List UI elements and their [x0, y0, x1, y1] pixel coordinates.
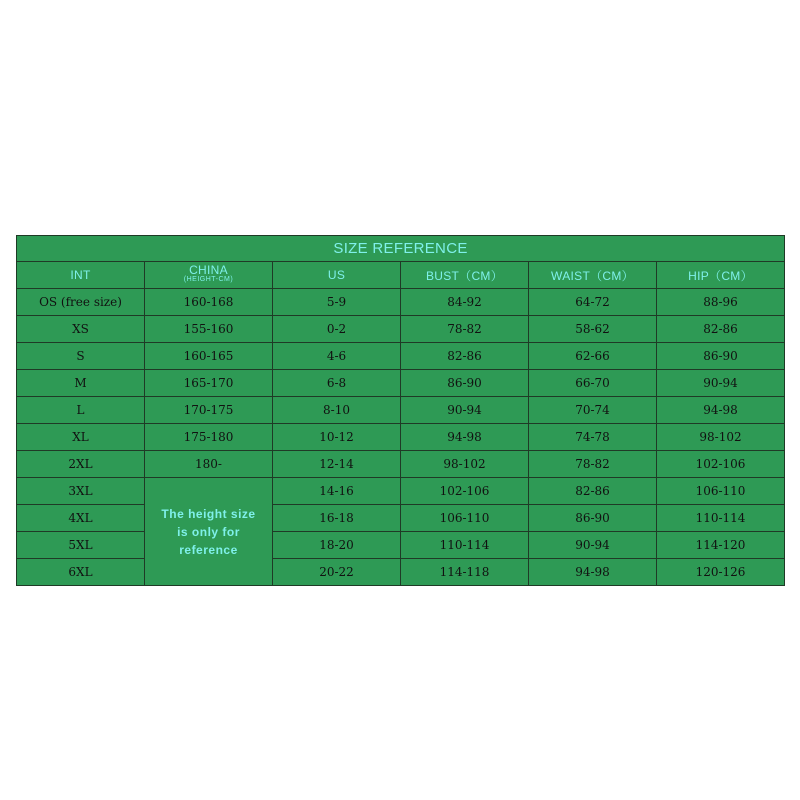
cell-us: 20-22: [273, 559, 401, 586]
cell-bust: 84-92: [401, 289, 529, 316]
table-row: [17, 397, 785, 424]
table-row: [17, 424, 785, 451]
table-title: SIZE REFERENCE: [17, 236, 785, 262]
cell-hip: 88-96: [657, 289, 785, 316]
header-hip: HIP（CM）: [657, 262, 785, 289]
cell-us: 5-9: [273, 289, 401, 316]
header-waist: WAIST（CM）: [529, 262, 657, 289]
cell-us: 0-2: [273, 316, 401, 343]
table-row: [17, 505, 785, 532]
cell-int: M: [17, 370, 145, 397]
cell-waist: 74-78: [529, 424, 657, 451]
cell-hip: 98-102: [657, 424, 785, 451]
table-row: [17, 316, 785, 343]
cell-waist: 78-82: [529, 451, 657, 478]
cell-int: XS: [17, 316, 145, 343]
cell-us: 16-18: [273, 505, 401, 532]
cell-bust: 86-90: [401, 370, 529, 397]
title-row: [17, 236, 785, 262]
cell-bust: 94-98: [401, 424, 529, 451]
cell-bust: 110-114: [401, 532, 529, 559]
table-row: [17, 559, 785, 586]
cell-waist: 70-74: [529, 397, 657, 424]
header-china-sublabel: (HEIGHT-CM): [183, 276, 234, 283]
cell-hip: 120-126: [657, 559, 785, 586]
cell-waist: 58-62: [529, 316, 657, 343]
cell-hip: 94-98: [657, 397, 785, 424]
height-note-line: reference: [179, 542, 238, 557]
cell-int: XL: [17, 424, 145, 451]
header-china: [145, 262, 273, 289]
cell-waist: 64-72: [529, 289, 657, 316]
table-row: [17, 451, 785, 478]
cell-hip: 114-120: [657, 532, 785, 559]
cell-int: 3XL: [17, 478, 145, 505]
cell-us: 14-16: [273, 478, 401, 505]
cell-us: 12-14: [273, 451, 401, 478]
header-row: [17, 262, 785, 289]
cell-us: 8-10: [273, 397, 401, 424]
cell-us: 10-12: [273, 424, 401, 451]
table-row: [17, 289, 785, 316]
table-row: [17, 532, 785, 559]
cell-waist: 62-66: [529, 343, 657, 370]
table-row: [17, 343, 785, 370]
header-us: US: [273, 262, 401, 289]
cell-int: 5XL: [17, 532, 145, 559]
cell-hip: 110-114: [657, 505, 785, 532]
cell-hip: 106-110: [657, 478, 785, 505]
cell-int: OS (free size): [17, 289, 145, 316]
cell-bust: 98-102: [401, 451, 529, 478]
cell-bust: 114-118: [401, 559, 529, 586]
cell-int: 2XL: [17, 451, 145, 478]
cell-int: 6XL: [17, 559, 145, 586]
height-note: [145, 478, 273, 586]
cell-china: 155-160: [145, 316, 273, 343]
header-int: INT: [17, 262, 145, 289]
cell-china: 160-168: [145, 289, 273, 316]
cell-us: 6-8: [273, 370, 401, 397]
cell-bust: 106-110: [401, 505, 529, 532]
cell-us: 18-20: [273, 532, 401, 559]
cell-hip: 86-90: [657, 343, 785, 370]
cell-china: 170-175: [145, 397, 273, 424]
cell-hip: 102-106: [657, 451, 785, 478]
table-row: [17, 478, 785, 505]
cell-int: L: [17, 397, 145, 424]
height-note-line: The height size: [161, 506, 256, 521]
cell-waist: 66-70: [529, 370, 657, 397]
cell-china: 180-: [145, 451, 273, 478]
cell-hip: 82-86: [657, 316, 785, 343]
cell-waist: 82-86: [529, 478, 657, 505]
cell-china: 160-165: [145, 343, 273, 370]
cell-int: 4XL: [17, 505, 145, 532]
cell-china: 165-170: [145, 370, 273, 397]
cell-waist: 86-90: [529, 505, 657, 532]
header-china-label: CHINA: [189, 263, 228, 277]
size-reference-table: [16, 235, 785, 586]
header-bust: BUST（CM）: [401, 262, 529, 289]
cell-waist: 90-94: [529, 532, 657, 559]
cell-us: 4-6: [273, 343, 401, 370]
table-row: [17, 370, 785, 397]
cell-int: S: [17, 343, 145, 370]
height-note-line: is only for: [177, 524, 240, 539]
cell-china: 175-180: [145, 424, 273, 451]
cell-waist: 94-98: [529, 559, 657, 586]
cell-bust: 90-94: [401, 397, 529, 424]
cell-bust: 82-86: [401, 343, 529, 370]
cell-bust: 102-106: [401, 478, 529, 505]
cell-hip: 90-94: [657, 370, 785, 397]
cell-bust: 78-82: [401, 316, 529, 343]
